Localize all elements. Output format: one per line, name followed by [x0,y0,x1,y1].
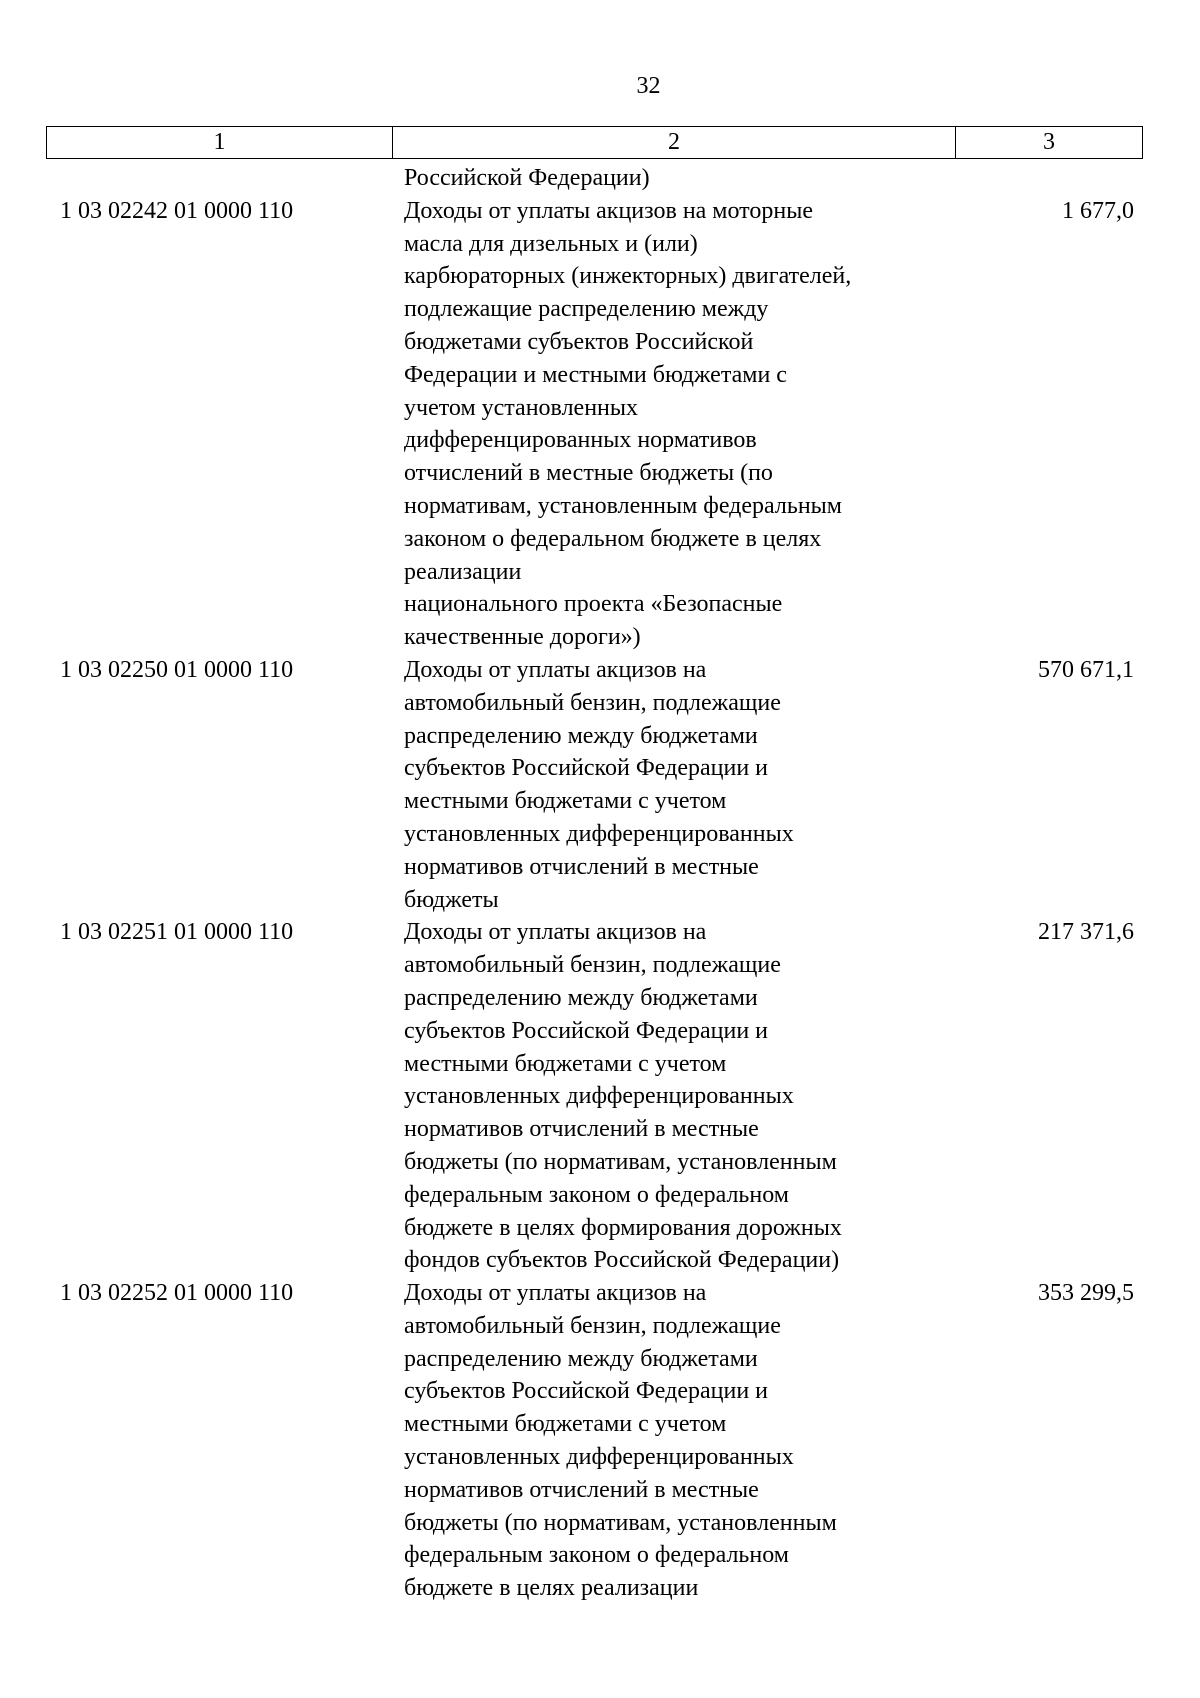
description-line: бюджете в целях формирования дорожных [404,1214,842,1241]
table-row [0,195,1200,654]
description-line: распределению между бюджетами [404,722,758,749]
header-col-2: 2 [393,127,956,158]
description-line: дифференцированных нормативов [404,427,757,454]
description-line: Доходы от уплаты акцизов на [404,919,707,946]
description-line: автомобильный бензин, подлежащие [404,952,781,979]
description-line: субъектов Российской Федерации и [404,1017,769,1044]
description-line: масла для дизельных и (или) [404,230,698,257]
description-line: нормативам, установленным федеральным [404,492,842,519]
description-line: бюджеты [404,886,499,913]
description-line: подлежащие распределению между [404,296,769,323]
description-line: учетом установленных [404,394,639,421]
page-number: 32 [636,73,661,99]
description-line: местными бюджетами с учетом [404,1411,727,1438]
income-description [404,916,949,1277]
budget-code: 1 03 02250 01 0000 110 [60,656,294,683]
description-line: местными бюджетами с учетом [404,1050,727,1077]
budget-code: 1 03 02251 01 0000 110 [60,919,294,946]
description-line: федеральным законом о федеральном [404,1542,789,1569]
description-line: автомобильный бензин, подлежащие [404,1312,781,1339]
header-col-3: 3 [1043,129,1055,155]
description-line: законом о федеральном бюджете в целях [404,525,822,552]
description-line: фондов субъектов Российской Федерации) [404,1247,840,1274]
table-row [0,654,1200,916]
income-description [404,1277,949,1605]
description-line: Доходы от уплаты акцизов на [404,656,707,683]
rows-container [0,195,1200,1605]
description-line: Федерации и местными бюджетами с [404,361,787,388]
description-line: установленных дифференцированных [404,1444,794,1471]
description-line: субъектов Российской Федерации и [404,1378,769,1405]
table-row [0,916,1200,1277]
table-row [0,1277,1200,1605]
description-line: национального проекта «Безопасные [404,591,783,618]
description-line: реализации [404,558,522,585]
income-description [404,195,949,654]
description-line: бюджеты (по нормативам, установленным [404,1148,837,1175]
amount: 217 371,6 [1038,919,1134,946]
description-line: Доходы от уплаты акцизов на [404,1280,707,1307]
header-col-1: 1 [47,127,393,158]
description-line: установленных дифференцированных [404,820,794,847]
amount: 353 299,5 [1038,1280,1134,1307]
budget-code: 1 03 02242 01 0000 110 [60,197,294,224]
description-line: нормативов отчислений в местные [404,853,759,880]
description-line: распределению между бюджетами [404,984,758,1011]
budget-code: 1 03 02252 01 0000 110 [60,1280,294,1307]
table-body [0,162,1200,1605]
amount: 570 671,1 [1038,656,1134,683]
description-line: федеральным законом о федеральном [404,1181,789,1208]
description-line: автомобильный бензин, подлежащие [404,689,781,716]
continuation-text: Российской Федерации) [404,165,650,191]
description-line: бюджетами субъектов Российской [404,328,754,355]
description-line: бюджете в целях реализации [404,1575,699,1602]
description-line: субъектов Российской Федерации и [404,755,769,782]
income-description [404,654,949,916]
description-line: карбюраторных (инжекторных) двигателей, [404,263,852,290]
description-line: нормативов отчислений в местные [404,1116,759,1143]
description-line: местными бюджетами с учетом [404,788,727,815]
description-line: Доходы от уплаты акцизов на моторные [404,197,813,224]
description-line: качественные дороги») [404,624,641,651]
amount: 1 677,0 [1062,197,1134,224]
description-line: отчислений в местные бюджеты (по [404,460,773,487]
description-line: бюджеты (по нормативам, установленным [404,1509,837,1536]
description-line: распределению между бюджетами [404,1345,758,1372]
description-line: установленных дифференцированных [404,1083,794,1110]
description-line: нормативов отчислений в местные [404,1476,759,1503]
table-header [46,126,1143,159]
